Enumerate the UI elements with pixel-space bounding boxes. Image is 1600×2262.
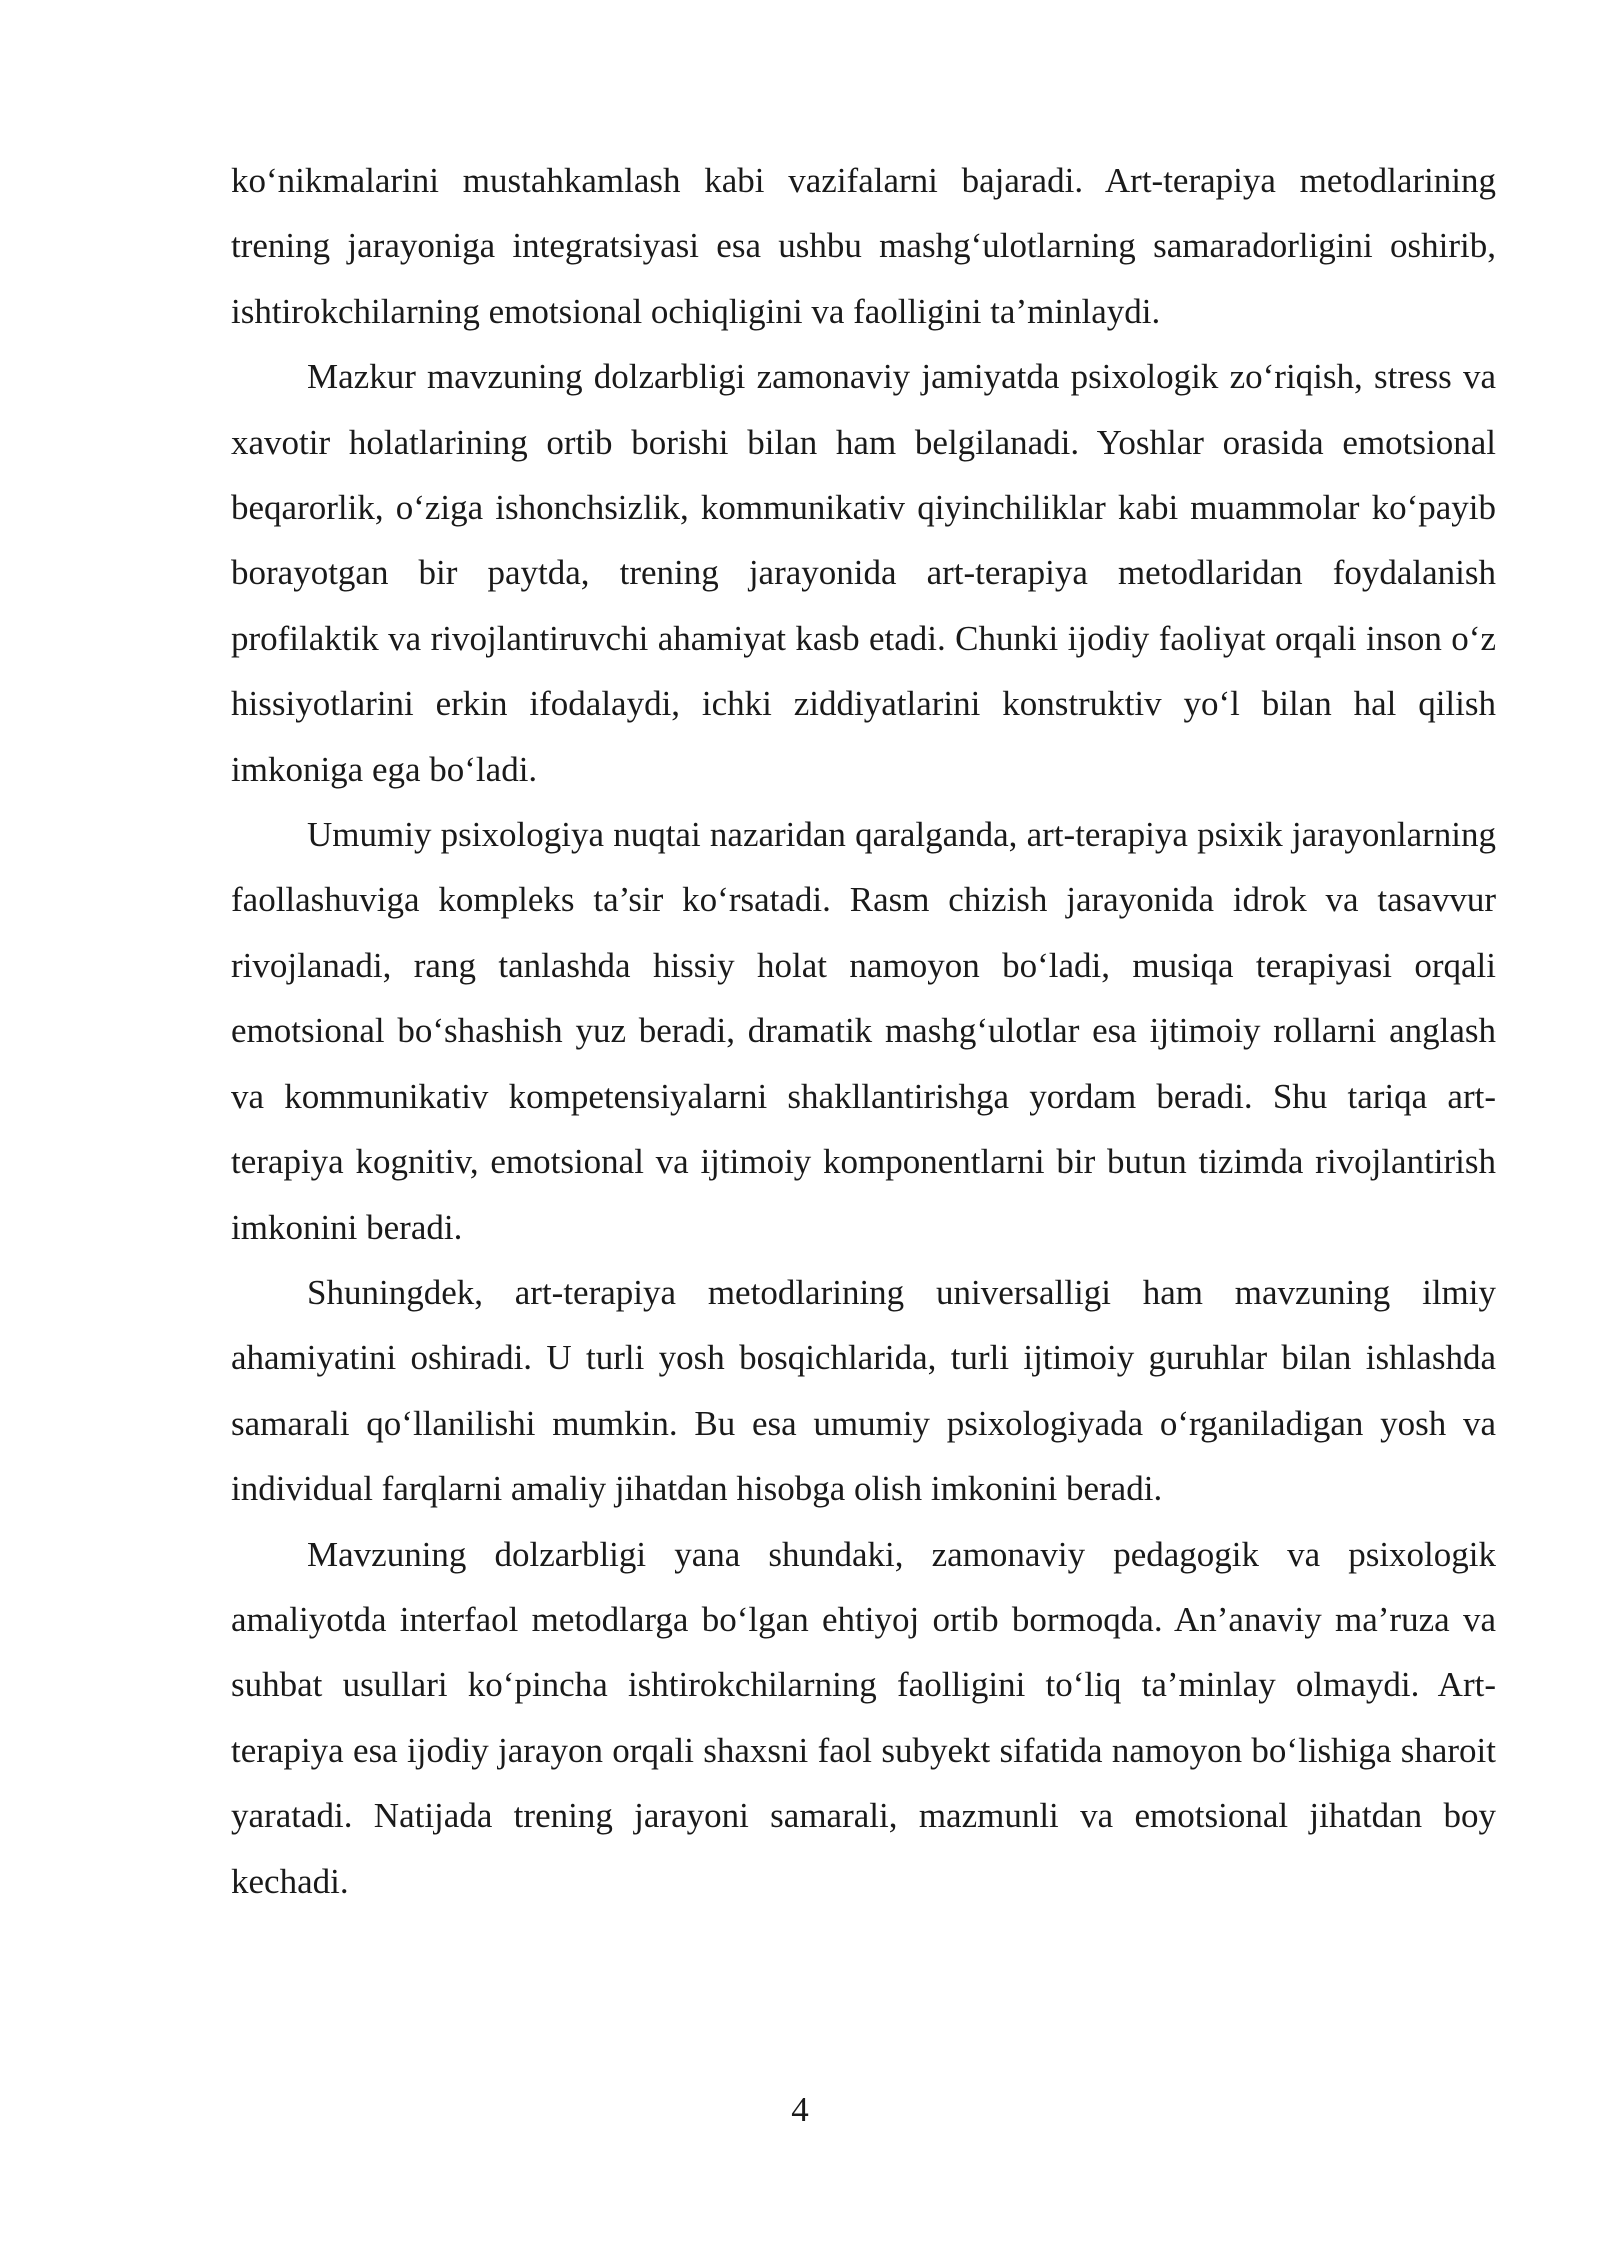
paragraph-interactive-methods: Mavzuning dolzarbligi yana shundaki, zamonaviy pedagogik va psixologik amaliyotda interfaol metodlarga bo‘lgan ehtiyoj ortib bormoqda. An’anaviy ma’ruza va suhbat usullari ko‘pincha ishtirokchilarning faolligini to‘liq ta’minlay olmaydi. Art-terapiya esa ijodiy jarayon orqali shaxsni faol subyekt sifatida namoyon bo‘lishiga sharoit yaratadi. Natijada trening jarayoni samarali, mazmunli va emotsional jihatdan boy kechadi. <box>231 1534 1496 1901</box>
paragraph-continuation: ko‘nikmalarini mustahkamlash kabi vazifalarni bajaradi. Art-terapiya metodlarining trening jarayoniga integratsiyasi esa ushbu mashg‘ulotlarning samaradorligini oshirib, ishtirokchilarning emotsional ochiqligini va faolligini ta’minlaydi. <box>231 161 1496 331</box>
paragraph-general-psychology: Umumiy psixologiya nuqtai nazaridan qaralganda, art-terapiya psixik jarayonlarning faollashuviga kompleks ta’sir ko‘rsatadi. Rasm chizish jarayonida idrok va tasavvur rivojlanadi, rang tanlashda hissiy holat namoyon bo‘ladi, musiqa terapiyasi orqali emotsional bo‘shashish yuz beradi, dramatik mashg‘ulotlar esa ijtimoiy rollarni anglash va kommunikativ kompetensiyalarni shakllantirishga yordam beradi. Shu tariqa art-terapiya kognitiv, emotsional va ijtimoiy komponentlarni bir butun tizimda rivojlantirish imkonini beradi. <box>231 815 1496 1247</box>
body-text <box>231 148 1496 1914</box>
paragraph-relevance: Mazkur mavzuning dolzarbligi zamonaviy jamiyatda psixologik zo‘riqish, stress va xavotir holatlarining ortib borishi bilan ham belgilanadi. Yoshlar orasida emotsional beqarorlik, o‘ziga ishonchsizlik, kommunikativ qiyinchiliklar kabi muammolar ko‘payib borayotgan bir paytda, trening jarayonida art-terapiya metodlaridan foydalanish profilaktik va rivojlantiruvchi ahamiyat kasb etadi. Chunki ijodiy faoliyat orqali inson o‘z hissiyotlarini erkin ifodalaydi, ichki ziddiyatlarini konstruktiv yo‘l bilan hal qilish imkoniga ega bo‘ladi. <box>231 357 1496 789</box>
page-number: 4 <box>791 2090 809 2129</box>
paragraph-universality: Shuningdek, art-terapiya metodlarining universalligi ham mavzuning ilmiy ahamiyatini oshiradi. U turli yosh bosqichlarida, turli ijtimoiy guruhlar bilan ishlashda samarali qo‘llanilishi mumkin. Bu esa umumiy psixologiyada o‘rganiladigan yosh va individual farqlarni amaliy jihatdan hisobga olish imkonini beradi. <box>231 1272 1496 1509</box>
